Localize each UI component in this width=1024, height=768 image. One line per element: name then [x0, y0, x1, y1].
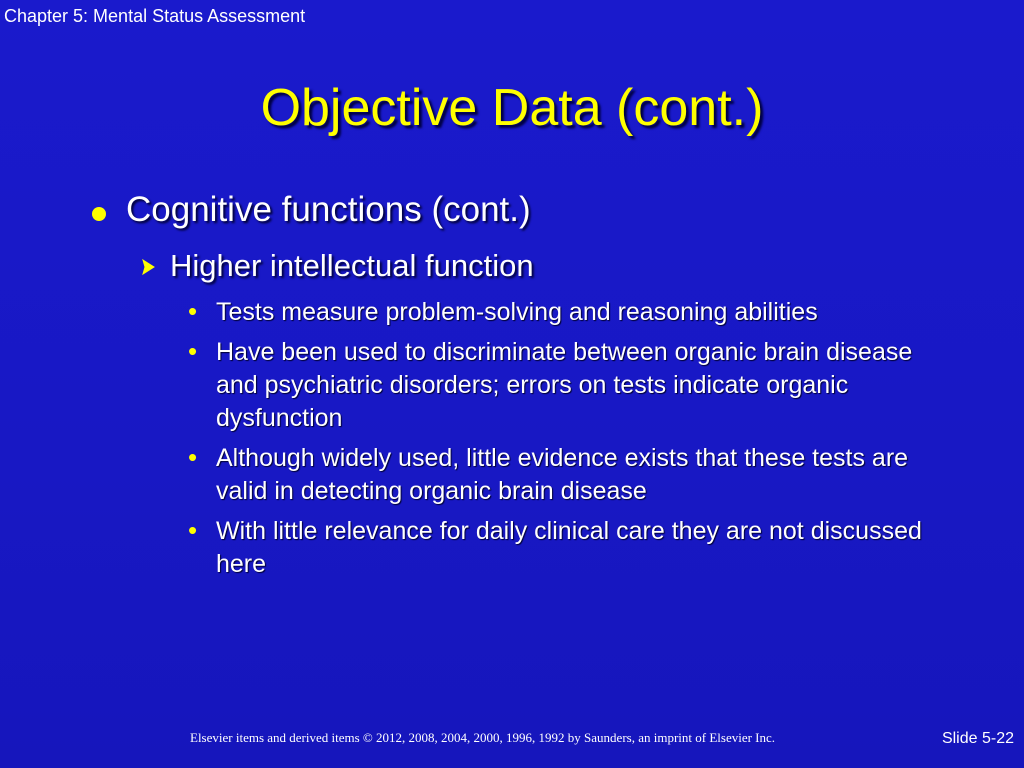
bullet-level3-list	[188, 296, 928, 588]
bullet-level3-item	[188, 442, 928, 508]
footer-copyright: Elsevier items and derived items © 2012, 2008, 2004, 2000, 1996, 1992 by Saunders, an imprint of Elsevier Inc.	[190, 730, 776, 745]
slide-number: Slide 5-22	[941, 730, 1014, 747]
small-dot-bullet-icon: •	[188, 336, 198, 366]
filled-circle-bullet-icon	[92, 207, 106, 221]
bullet-level2-text: Higher intellectual function	[170, 248, 534, 283]
bullet-level3-item	[188, 336, 928, 435]
small-dot-bullet-icon: •	[188, 442, 198, 472]
bullet-level3-text: Although widely used, little evidence exists that these tests are valid in detecting organic brain disease	[216, 444, 909, 505]
chapter-label: Chapter 5: Mental Status Assessment	[4, 6, 306, 26]
bullet-level3-item	[188, 296, 928, 329]
bullet-level3-text: Have been used to discriminate between organic brain disease and psychiatric disorders; errors on tests indicate organic dysfunction	[216, 338, 913, 432]
small-dot-bullet-icon: •	[188, 296, 198, 326]
bullet-level2	[140, 248, 534, 284]
slide-title: Objective Data (cont.)	[260, 79, 764, 137]
bullet-level1-text: Cognitive functions (cont.)	[126, 190, 531, 229]
bullet-level1	[92, 190, 531, 230]
bullet-level3-text: Tests measure problem-solving and reasoning abilities	[216, 298, 818, 326]
small-dot-bullet-icon: •	[188, 515, 198, 545]
bullet-level3-text: With little relevance for daily clinical care they are not discussed here	[216, 517, 922, 578]
bullet-level3-item	[188, 515, 928, 581]
chevron-right-icon	[140, 258, 158, 276]
